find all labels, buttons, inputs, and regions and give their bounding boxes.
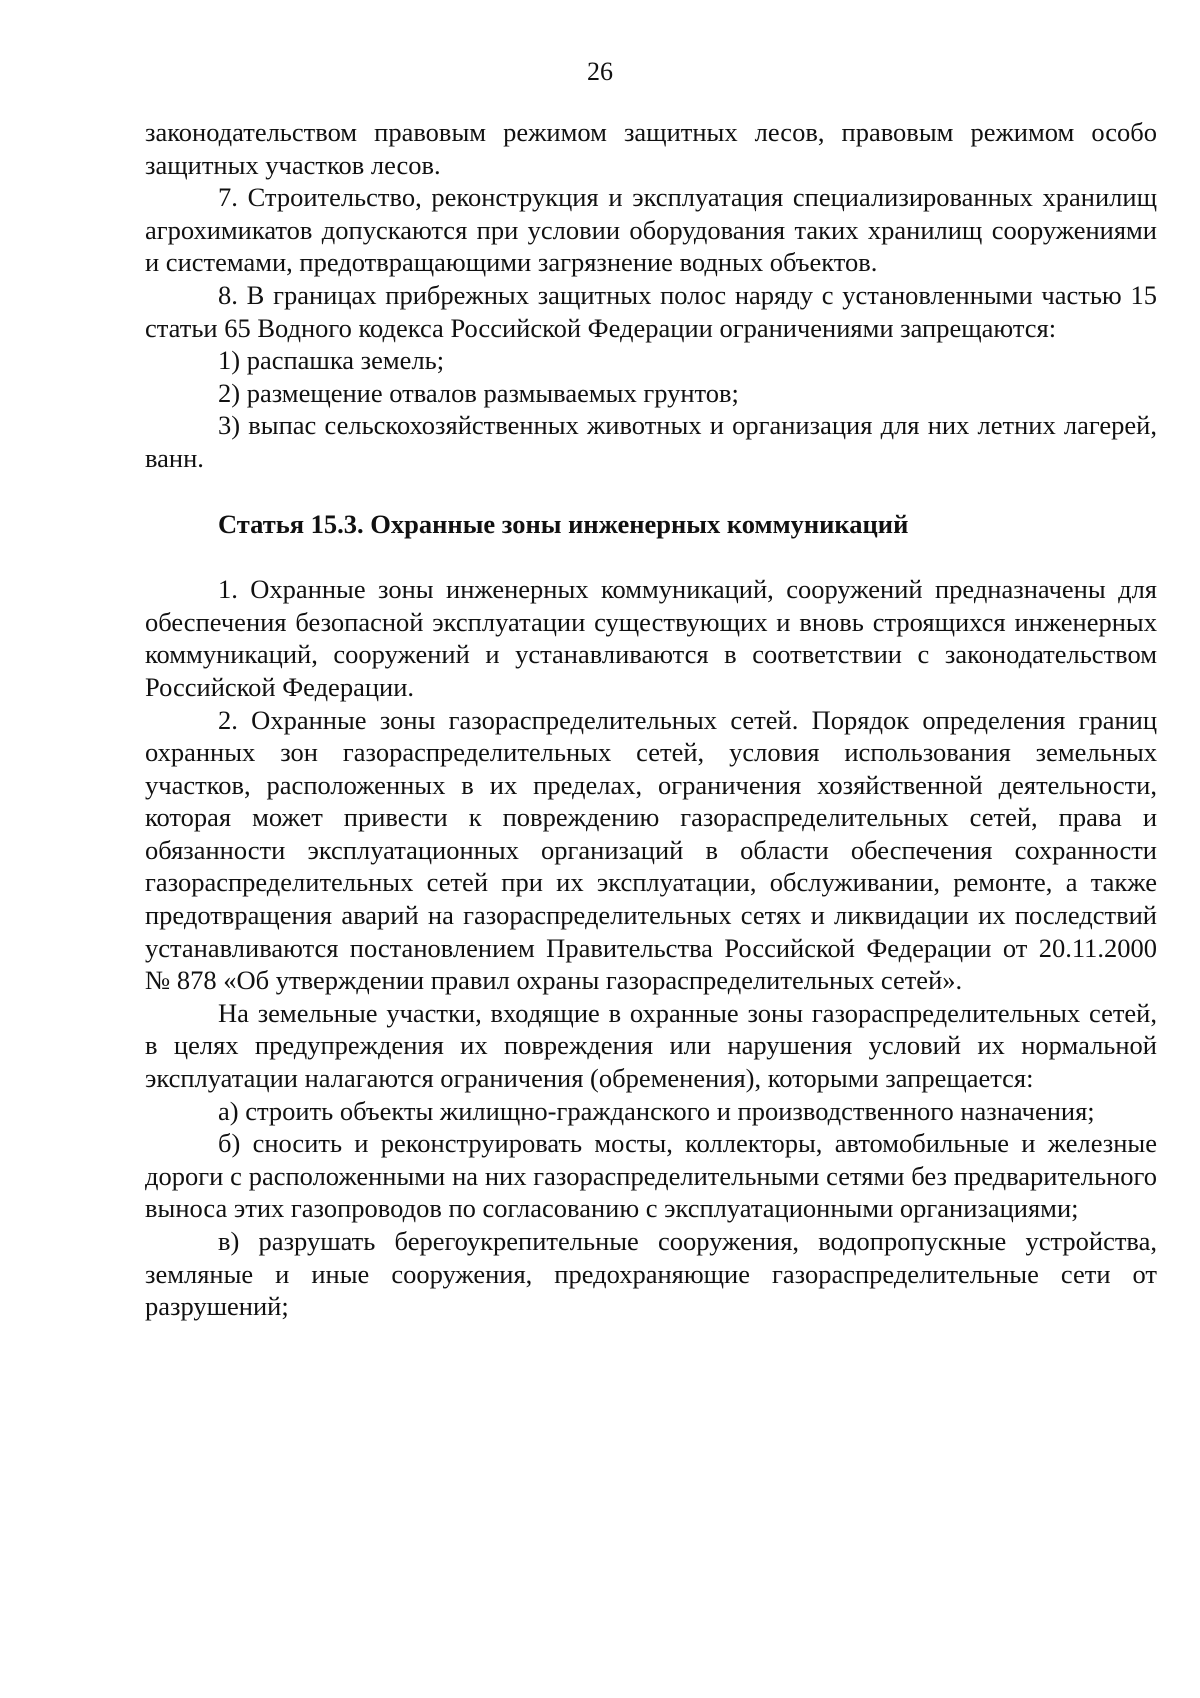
list-item-1: 1) распашка земель; — [218, 345, 445, 376]
list-item-a: а) строить объекты жилищно-гражданского и производственного назначения; — [218, 1095, 1095, 1126]
list-item-v: в) разрушать берегоукрепительные сооружения, водопропускные устройства, земляные и иные сооружения, предохраняющие газораспределительные сети от разрушений; — [145, 1226, 1157, 1322]
paragraph-continuation: законодательством правовым режимом защитных лесов, правовым режимом особо защитных участков лесов. — [145, 117, 1157, 180]
document-body — [145, 116, 1157, 1323]
list-item-3: 3) выпас сельскохозяйственных животных и организация для них летних лагерей, ванн. — [145, 410, 1157, 473]
page-number: 26 — [587, 57, 613, 86]
article-heading: Статья 15.3. Охранные зоны инженерных коммуникаций — [218, 508, 909, 539]
paragraph-item-8: 8. В границах прибрежных защитных полос наряду с установленными частью 15 статьи 65 Водного кодекса Российской Федерации ограничениями запрещаются: — [145, 279, 1157, 343]
paragraph-article-item-2: 2. Охранные зоны газораспределительных сетей. Порядок определения границ охранных зон газораспределительных сетей, условия использования земельных участков, расположенных в их пределах, ограничения хозяйственной деятельности, которая может привести к повреждению газораспределительных сетей, права и обязанности эксплуатационных организаций в области обеспечения сохранности газораспределительных сетей при их эксплуатации, обслуживании, ремонте, а также предотвращения аварий на газораспределительных сетях и ликвидации их последствий устанавливаются постановлением Правительства Российской Федерации от 20.11.2000 № 878 «Об утверждении правил охраны газораспределительных сетей». — [145, 704, 1157, 996]
list-item-2: 2) размещение отвалов размываемых грунтов; — [218, 377, 739, 408]
list-item-b: б) сносить и реконструировать мосты, коллекторы, автомобильные и железные дороги с расположенными на них газораспределительными сетями без предварительного выноса этих газопроводов по согласованию с эксплуатационными организациями; — [145, 1128, 1157, 1224]
paragraph-item-7: 7. Строительство, реконструкция и эксплуатация специализированных хранилищ агрохимикатов допускаются при условии оборудования таких хранилищ сооружениями и системами, предотвращающими загрязнение водных объектов. — [145, 182, 1157, 278]
paragraph-restrictions-intro: На земельные участки, входящие в охранные зоны газораспределительных сетей, в целях предупреждения их повреждения или нарушения условий их нормальной эксплуатации налагаются ограничения (обременения), которыми запрещается: — [145, 997, 1157, 1094]
paragraph-article-item-1: 1. Охранные зоны инженерных коммуникаций, сооружений предназначены для обеспечения безопасной эксплуатации существующих и вновь строящихся инженерных коммуникаций, сооружений и устанавливаются в соответствии с законодательством Российской Федерации. — [145, 574, 1157, 702]
